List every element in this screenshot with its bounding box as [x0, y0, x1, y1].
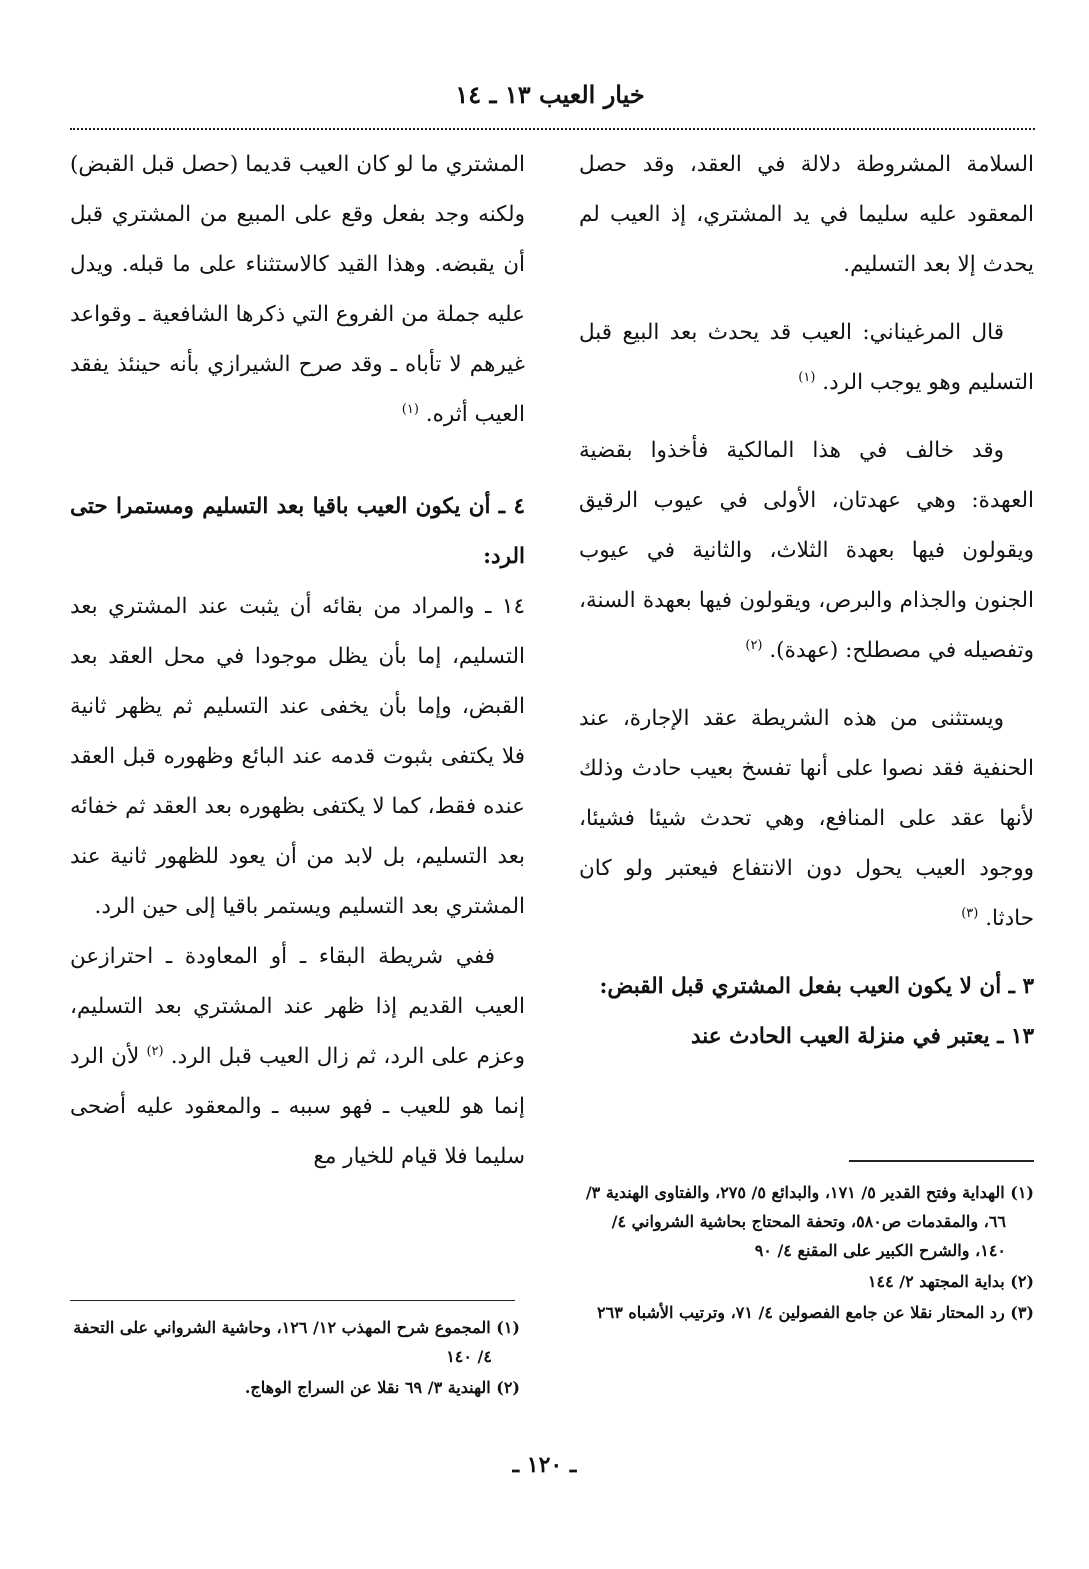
left-paragraph-3 [70, 932, 525, 1182]
footnote-item: (١) المجموع شرح المهذب ١٢/ ١٢٦، وحاشية الشرواني على التحفة ٤/ ١٤٠ [73, 1318, 520, 1366]
right-paragraph-1-text: السلامة المشروطة دلالة في العقد، وقد حصل المعقود عليه سليما في يد المشتري، إذ العيب لم يحدث إلا بعد التسليم. [579, 152, 1034, 277]
section-heading-3: ٣ ـ أن لا يكون العيب بفعل المشتري قبل القبض: [599, 974, 1034, 999]
left-paragraph-2: ١٤ ـ والمراد من بقائه أن يثبت عند المشتري بعد التسليم، إما بأن يظل موجودا في محل العقد بعد القبض، وإما بأن يخفى عند التسليم ثم يظهر ثانية فلا يكتفى بثبوت قدمه عند البائع وظهوره قبل العقد عنده فقط، كما لا يكتفى بظهوره بعد العقد ثم خفائه بعد التسليم، بل لابد من أن يعود للظهور ثانية عند المشتري بعد التسليم ويستمر باقيا إلى حين الرد. [70, 594, 525, 919]
footnote-ref: (٢) [146, 1043, 164, 1059]
left-column [70, 140, 525, 1182]
right-paragraph-2 [579, 308, 1034, 408]
footnotes-left [70, 1313, 520, 1404]
footnote-item: (٣) رد المحتار نقلا عن جامع الفصولين ٤/ ٧١، وترتيب الأشباه ٢٦٣ [597, 1303, 1034, 1322]
footnote-ref: (٣) [961, 905, 979, 921]
right-column [579, 140, 1034, 1062]
page-number: ـ ١٢٠ ـ [512, 1452, 577, 1478]
right-paragraph-4-text: ويستثنى من هذه الشريطة عقد الإجارة، عند الحنفية فقد نصوا على أنها تفسخ بعيب حادث وذلك لأنها عقد على المنافع، وهي تحدث شيئا فشيئا، ووجود العيب يحول دون الانتفاع فيعتبر ولو كان حادثا. [579, 706, 1034, 931]
right-paragraph-5: ١٣ ـ يعتبر في منزلة العيب الحادث عند [690, 1024, 1034, 1049]
footnote-separator-left [70, 1300, 515, 1301]
footnote-ref: (١) [401, 401, 419, 417]
footnote-ref: (١) [798, 369, 816, 385]
footnote-item: (٢) الهندية ٣/ ٦٩ نقلا عن السراج الوهاج. [244, 1378, 520, 1397]
right-paragraph-4 [579, 694, 1034, 944]
right-paragraph-2-text: قال المرغيناني: العيب قد يحدث بعد البيع قبل التسليم وهو يوجب الرد. [579, 320, 1034, 395]
section-heading-4: ٤ ـ أن يكون العيب باقيا بعد التسليم ومستمرا حتى الرد: [70, 494, 525, 569]
right-paragraph-3-text: وقد خالف في هذا المالكية فأخذوا بقضية العهدة: وهي عهدتان، الأولى في عيوب الرقيق ويقولون فيها بعهدة الثلاث، والثانية في عيوب الجنون والجذام والبرص، ويقولون فيها بعهدة السنة، وتفصيله في مصطلح: (عهدة). [579, 438, 1034, 663]
left-paragraph-1-text: المشتري ما لو كان العيب قديما (حصل قبل القبض) ولكنه وجد بفعل وقع على المبيع من المشتري قبل أن يقبضه. وهذا القيد كالاستثناء على ما قبله. ويدل عليه جملة من الفروع التي ذكرها الشافعية ـ وقواعد غيرهم لا تأباه ـ وقد صرح الشيرازي بأنه حينئذ يفقد العيب أثره. [70, 152, 525, 427]
footnote-ref: (٢) [745, 637, 763, 653]
footnote-item: (٢) بداية المجتهد ٢/ ١٤٤ [867, 1272, 1034, 1291]
footnote-item: (١) الهداية وفتح القدير ٥/ ١٧١، والبدائع ٥/ ٢٧٥، والفتاوى الهندية ٣/ ٦٦، والمقدمات ص٥٨٠، وتحفة المحتاج بحاشية الشرواني ٤/ ١٤٠، والشرح الكبير على المقنع ٤/ ٩٠ [585, 1183, 1034, 1260]
page-header-title: خيار العيب ١٣ ـ ١٤ [455, 80, 645, 109]
right-paragraph-3 [579, 426, 1034, 676]
header-dotted-rule [70, 128, 1035, 130]
footnote-separator-right [849, 1160, 1034, 1162]
left-paragraph-3-text: ففي شريطة البقاء ـ أو المعاودة ـ احترازعن العيب القديم إذا ظهر عند المشتري بعد التسليم، وعزم على الرد، ثم زال العيب قبل الرد. [70, 944, 525, 1069]
footnotes-right [579, 1178, 1034, 1329]
left-paragraph-1 [70, 140, 525, 440]
right-paragraph-1 [579, 140, 1034, 290]
left-paragraph-3-continuation: لأن الرد إنما هو للعيب ـ فهو سببه ـ والمعقود عليه أضحى سليما فلا قيام للخيار مع [70, 1044, 525, 1169]
